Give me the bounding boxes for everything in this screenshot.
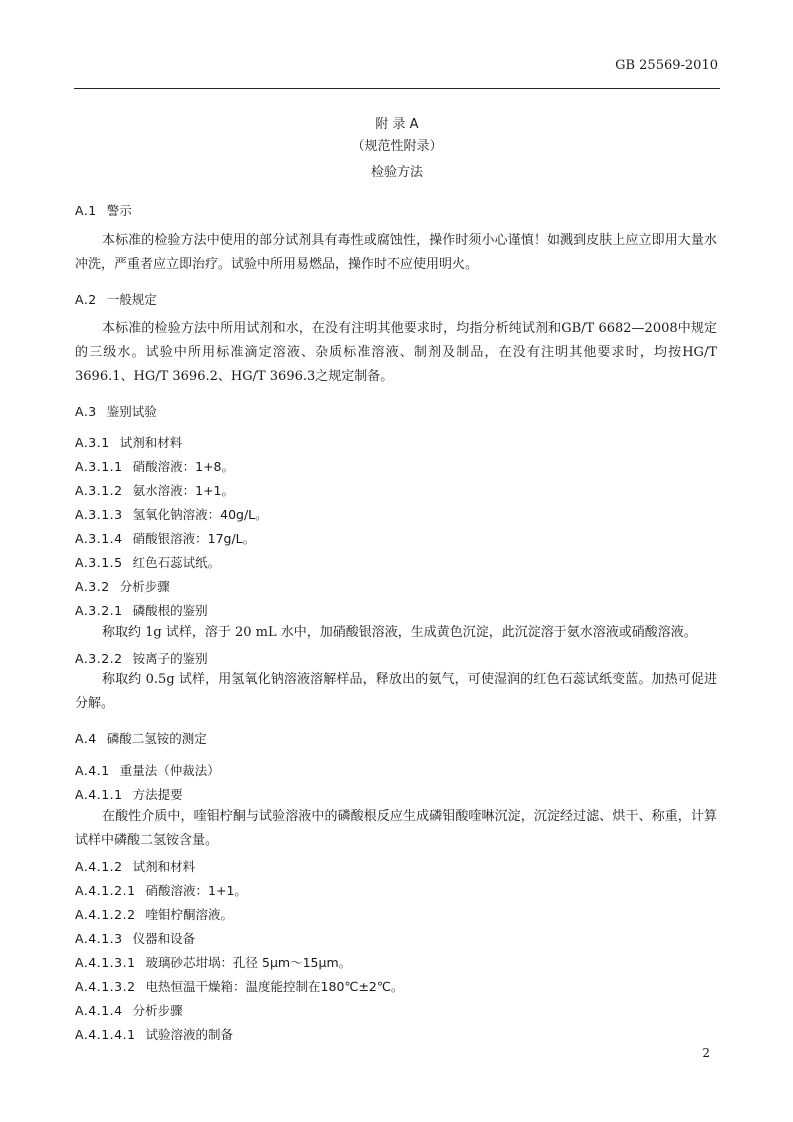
section-heading (75, 402, 157, 420)
section-number: A.4.1.4.1 (75, 1027, 136, 1042)
section-heading (75, 457, 234, 475)
section-heading (75, 201, 132, 219)
section-number: A.4 (75, 731, 97, 746)
section-heading (75, 977, 403, 995)
header-rule (74, 88, 720, 89)
paragraph: 称取约 1g 试样，溶于 20 mL 水中，加硝酸银溶液，生成黄色沉淀，此沉淀溶于氨水溶液或硝酸溶液。 (102, 625, 697, 640)
section-title: 试剂和材料 (132, 859, 196, 874)
section-number: A.3.1 (75, 435, 110, 450)
section-heading (75, 649, 208, 667)
section-number: A.3.1.2 (75, 483, 123, 498)
section-title: 分析步骤 (119, 579, 170, 594)
section-title: 硝酸银溶液：17g/L。 (132, 531, 256, 546)
section-heading (75, 953, 351, 971)
section-title: 仪器和设备 (132, 931, 196, 946)
section-title: 红色石蕊试纸。 (132, 555, 221, 570)
section-title: 磷酸根的鉴别 (132, 603, 208, 618)
section-title: 氨水溶液：1+1。 (132, 483, 235, 498)
section-number: A.1 (75, 203, 97, 218)
section-heading (75, 601, 208, 619)
section-heading (75, 529, 255, 547)
section-title: 试剂和材料 (119, 435, 183, 450)
section-number: A.4.1.3.2 (75, 979, 136, 994)
section-title: 氢氧化钠溶液：40g/L。 (132, 507, 268, 522)
section-number: A.3.1.4 (75, 531, 123, 546)
paragraph: 称取约 0.5g 试样，用氢氧化钠溶液溶解样品，释放出的氨气，可使湿润的红色石蕊试纸变蓝。加热可促进分解。 (75, 672, 717, 711)
section-heading (75, 761, 220, 779)
section-heading (75, 1001, 183, 1019)
section-number: A.4.1.2.2 (75, 907, 136, 922)
document-code: GB 25569-2010 (615, 58, 718, 73)
section-heading (75, 433, 182, 451)
page-number: 2 (702, 1046, 710, 1060)
section-number: A.3.2 (75, 579, 110, 594)
section-title: 警示 (106, 203, 132, 218)
appendix-subtitle: （规范性附录） (351, 139, 443, 154)
paragraph: 本标准的检验方法中使用的部分试剂具有毒性或腐蚀性，操作时须小心谨慎！如溅到皮肤上应立即用大量水冲洗，严重者应立即治疗。试验中所用易燃品，操作时不应使用明火。 (75, 233, 717, 272)
section-heading (75, 481, 234, 499)
section-title: 一般规定 (106, 292, 157, 307)
section-number: A.3.1.5 (75, 555, 123, 570)
section-title: 喹钼柠酮溶液。 (145, 907, 234, 922)
section-number: A.4.1 (75, 763, 110, 778)
section-heading (75, 505, 268, 523)
section-heading (75, 905, 233, 923)
section-number: A.4.1.4 (75, 1003, 123, 1018)
section-title: 分析步骤 (132, 1003, 183, 1018)
paragraph: 本标准的检验方法中所用试剂和水，在没有注明其他要求时，均指分析纯试剂和GB/T 6682—2008中规定的三级水。试验中所用标准滴定溶液、杂质标准溶液、制剂及制品，在没有注明其他要求时，均按HG/T 3696.1、HG/T 3696.2、HG/T 3696.3之规定制备。 (75, 321, 717, 384)
section-title: 硝酸溶液：1+1。 (145, 883, 247, 898)
section-number: A.2 (75, 292, 97, 307)
section-heading (75, 881, 247, 899)
section-title: 玻璃砂芯坩埚：孔径 5μm～15μm。 (145, 955, 352, 970)
section-title: 鉴别试验 (106, 404, 157, 419)
section-number: A.3.2.1 (75, 603, 123, 618)
section-heading (75, 1025, 233, 1043)
section-heading (75, 785, 183, 803)
section-title: 铵离子的鉴别 (132, 651, 208, 666)
section-title: 硝酸溶液：1+8。 (132, 459, 235, 474)
section-number: A.4.1.1 (75, 787, 123, 802)
section-number: A.4.1.3.1 (75, 955, 136, 970)
section-number: A.3.2.2 (75, 651, 123, 666)
section-number: A.4.1.2 (75, 859, 123, 874)
section-title: 重量法（仲裁法） (119, 763, 220, 778)
section-heading (75, 577, 170, 595)
section-number: A.3.1.3 (75, 507, 123, 522)
section-number: A.4.1.3 (75, 931, 123, 946)
section-number: A.3.1.1 (75, 459, 123, 474)
section-title: 方法提要 (132, 787, 183, 802)
paragraph: 在酸性介质中，喹钼柠酮与试验溶液中的磷酸根反应生成磷钼酸喹啉沉淀，沉淀经过滤、烘干、称重，计算试样中磷酸二氢铵含量。 (75, 809, 717, 848)
section-heading (75, 553, 220, 571)
section-title: 磷酸二氢铵的测定 (106, 731, 207, 746)
section-number: A.4.1.2.1 (75, 883, 136, 898)
appendix-heading: 检验方法 (370, 165, 423, 180)
section-heading (75, 290, 157, 308)
section-heading (75, 929, 195, 947)
appendix-title: 附 录 A (375, 117, 419, 132)
section-number: A.3 (75, 404, 97, 419)
section-title: 电热恒温干燥箱：温度能控制在180℃±2℃。 (145, 979, 404, 994)
section-title: 试验溶液的制备 (145, 1027, 234, 1042)
section-heading (75, 729, 207, 747)
section-heading (75, 857, 195, 875)
